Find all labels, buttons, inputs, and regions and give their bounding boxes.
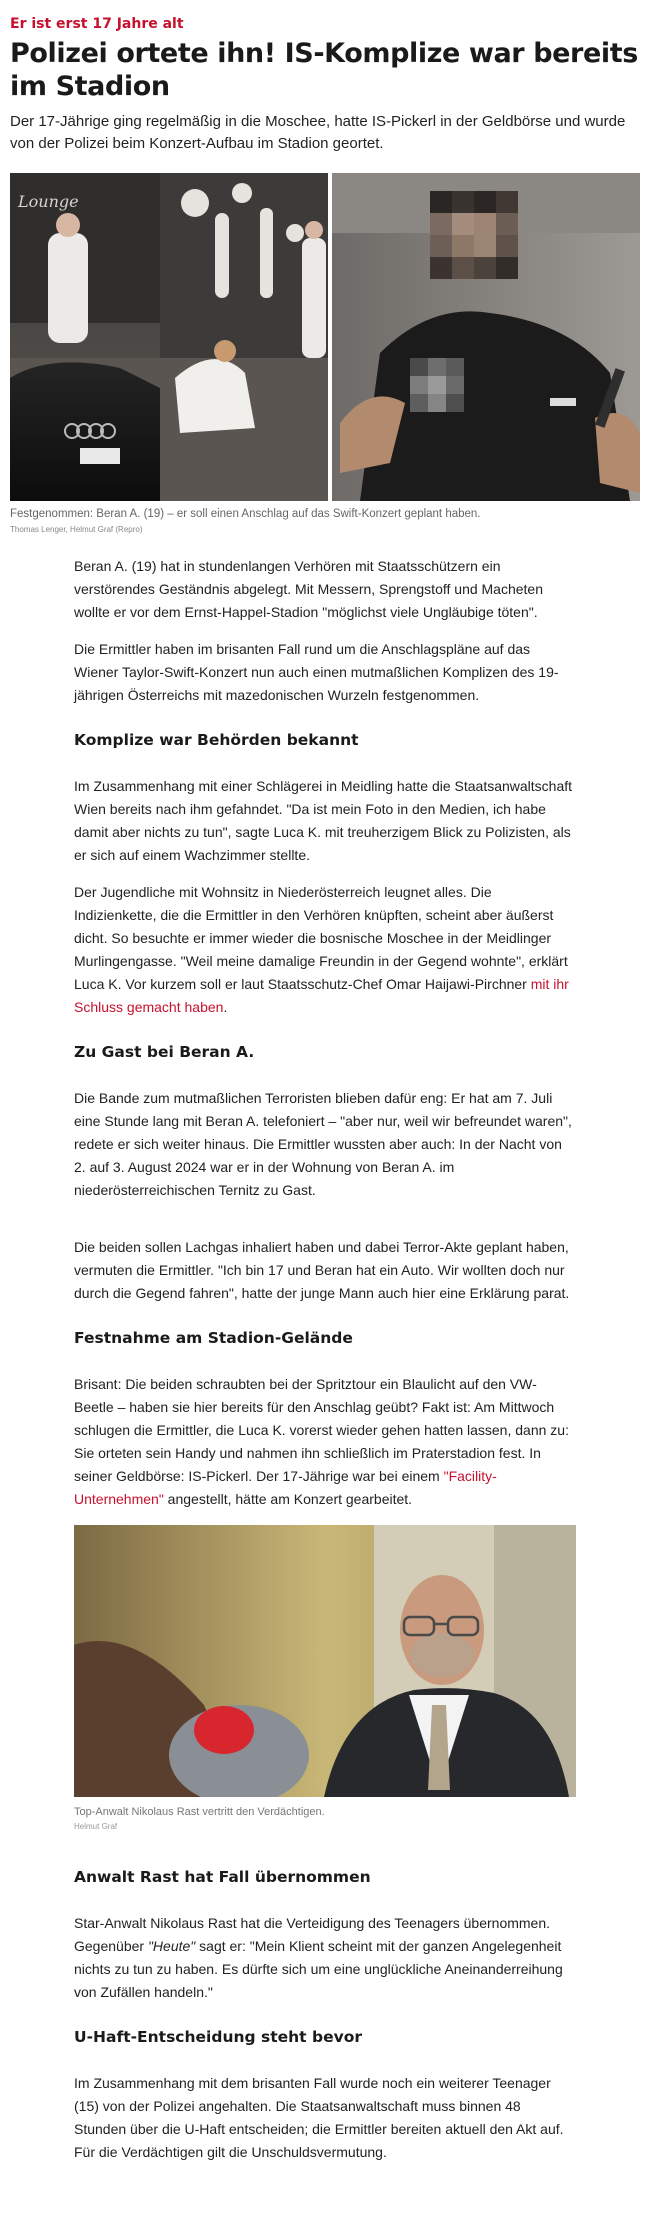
subheading-zu-gast: Zu Gast bei Beran A. <box>74 1043 255 1061</box>
paragraph-2: Die Ermittler haben im brisanten Fall rund um die Anschlagspläne auf das Wiener Taylor-Swift-Konzert nun auch einen mutmaßlichen Komplizen des 19-jährigen Österreichs mit mazedonischen Wurzeln festgenommen. <box>74 641 559 703</box>
paragraph-6: Die beiden sollen Lachgas inhaliert haben und dabei Terror-Akte geplant haben, vermuten die Ermittler. "Ich bin 17 und Beran hat ein Auto. Wir wollten doch nur durch die Gegend fahren", hatte der junge Mann auch hier eine Erklärung parat. <box>74 1239 570 1301</box>
paragraph-3: Im Zusammenhang mit einer Schlägerei in Meidling hatte die Staatsanwaltschaft Wien bereits nach ihm gefahndet. "Da ist mein Foto in den Medien, ich habe damit aber nichts zu tun", sagte Luca K. mit treuherzigem Blick zu Polizisten, als er sich auf einem Wachzimmer stellte. <box>74 778 573 863</box>
subheading-u-haft: U-Haft-Entscheidung steht bevor <box>74 2028 362 2046</box>
lawyer-image[interactable] <box>74 1525 576 1797</box>
lawyer-caption: Top-Anwalt Nikolaus Rast vertritt den Verdächtigen. <box>74 1806 325 1818</box>
paragraph-7 <box>74 1373 576 1511</box>
subheading-komplize: Komplize war Behörden bekannt <box>74 731 359 749</box>
kicker: Er ist erst 17 Jahre alt <box>10 16 184 32</box>
lead-text: Der 17-Jährige ging regelmäßig in die Moschee, hatte IS-Pickerl in der Geldbörse und wurde von der Polizei beim Konzert-Aufbau im Stadion geortet. <box>10 113 626 152</box>
hero-caption: Festgenommen: Beran A. (19) – er soll einen Anschlag auf das Swift-Konzert geplant haben. <box>10 508 481 520</box>
paragraph-7-text: Brisant: Die beiden schraubten bei der Spritztour ein Blaulicht auf den VW-Beetle – haben sie hier bereits für den Anschlag geübt? Fakt ist: Am Mittwoch schlugen die Ermittler, die Luca K. vorerst wieder gehen hatten lassen, dann zu: Sie orteten sein Handy und nahmen ihn schließlich im Praterstadion fest. In seiner Geldbörse: IS-Pickerl. Der 17-Jährige war bei einem <box>74 1376 569 1484</box>
hero-photo <box>10 173 640 501</box>
paragraph-8 <box>74 1912 576 2004</box>
lawyer-photo <box>74 1525 576 1797</box>
headline: Polizei ortete ihn! IS-Komplize war bereits im Stadion <box>10 38 638 102</box>
pixelated-shirt-print <box>410 358 464 412</box>
paragraph-7-end: angestellt, hätte am Konzert gearbeitet. <box>163 1491 413 1507</box>
paragraph-1: Beran A. (19) hat in stundenlangen Verhören mit Staatsschützern ein verstörendes Geständnis abgelegt. Mit Messern, Sprengstoff und Macheten wollte er vor dem Ernst-Happel-Stadion "möglichst viele Ungläubige töten". <box>74 558 544 620</box>
paragraph-8-b: sagt er: "Mein Klient scheint mit der ganzen Angelegenheit nichts zu tun zu haben. Es dürfte sich um eine unglückliche Aneinanderreihung von Zufällen handeln." <box>74 1938 563 2000</box>
article-header <box>0 0 650 155</box>
lawyer-credit: Helmut Graf <box>74 1822 118 1831</box>
heute-quote: "Heute" <box>147 1938 196 1954</box>
paragraph-8-a: Star-Anwalt Nikolaus Rast hat die Verteidigung des Teenagers übernommen. Gegenüber <box>74 1915 551 1954</box>
hero-credit: Thomas Lenger, Helmut Graf (Repro) <box>10 525 143 534</box>
subheading-festnahme: Festnahme am Stadion-Gelände <box>74 1329 353 1347</box>
paragraph-4 <box>74 881 576 1019</box>
paragraph-4-end: . <box>223 999 228 1015</box>
article-body <box>74 535 576 2164</box>
paragraph-5: Die Bande zum mutmaßlichen Terroristen blieben dafür eng: Er hat am 7. Juli eine Stunde lang mit Beran A. telefoniert – "aber nur, weil wir befreundet waren", redete er sich weiter hinaus. Die Ermittler wussten aber auch: In der Nacht von 2. auf 3. August 2024 war er in der Wohnung von Beran A. im niederösterreichischen Ternitz zu Gast. <box>74 1090 572 1198</box>
paragraph-4-text: Der Jugendliche mit Wohnsitz in Niederösterreich leugnet alles. Die Indizienkette, die die Ermittler in den Verhören knüpften, scheint aber äußerst dicht. So besuchte er immer wieder die bosnische Moschee in der Meidlinger Murlingengasse. "Weil meine damalige Freundin in der Gegend wohnte", erklärt Luca K. Vor kurzem soll er laut Staatsschutz-Chef Omar Haijawi-Pirchner <box>74 884 568 992</box>
subheading-anwalt: Anwalt Rast hat Fall übernommen <box>74 1868 371 1886</box>
paragraph-9: Im Zusammenhang mit dem brisanten Fall wurde noch ein weiterer Teenager (15) von der Polizei angehalten. Die Staatsanwaltschaft muss binnen 48 Stunden über die U-Haft entscheiden; die Ermittler bereiten aktuell den Akt auf. Für die Verdächtigen gilt die Unschuldsvermutung. <box>74 2075 564 2160</box>
lounge-sign: Lounge <box>18 192 79 211</box>
pixelated-face <box>430 191 518 279</box>
link-schluss[interactable]: mit ihr Schluss gemacht haben <box>74 976 569 1015</box>
link-facility-unternehmen[interactable]: "Facility-Unternehmen" <box>74 1468 497 1507</box>
hero-image[interactable] <box>10 173 640 501</box>
